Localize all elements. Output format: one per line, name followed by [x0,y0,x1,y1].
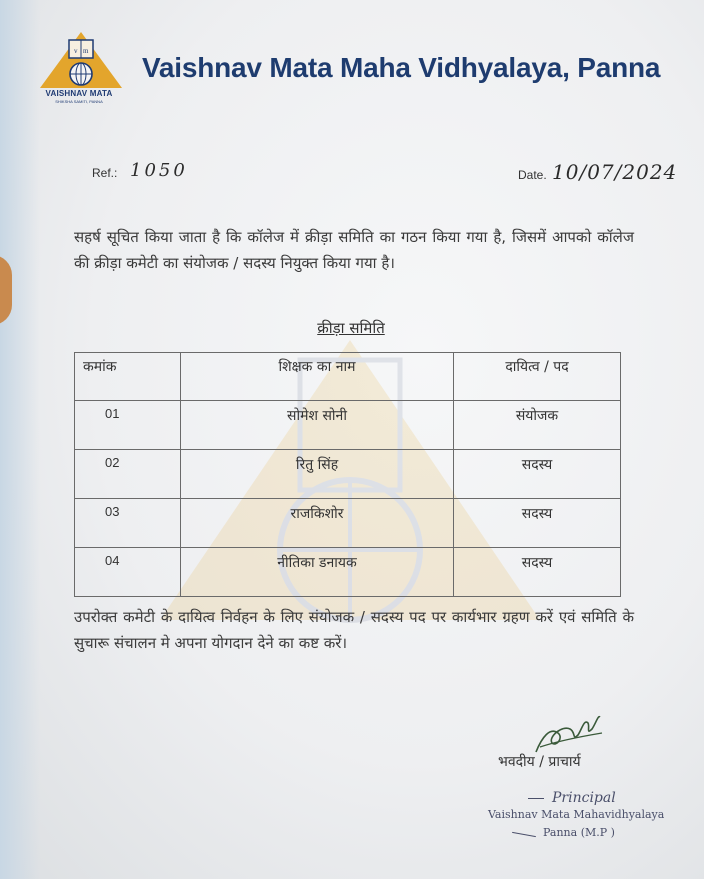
serial-cell: 01 [75,401,181,450]
page-edge-shadow [0,0,40,879]
logo-letters: v [74,47,78,55]
college-name: Vaishnav Mata Maha Vidhyalaya, Panna [142,52,661,83]
committee-title-text: क्रीड़ा समिति [317,319,385,337]
table-row [75,499,621,548]
logo-text: VAISHNAV MATA [45,89,113,98]
svg-text:m: m [83,47,89,55]
committee-table [74,352,621,597]
table-row [75,548,621,597]
committee-title [0,318,704,338]
stamp-place: Panna (M.P ) [543,826,615,839]
college-logo [38,30,124,110]
stamp-principal: Principal [552,790,616,806]
role-cell: संयोजक [454,401,621,450]
stamp-college-name: Vaishnav Mata Mahavidhyalaya [488,808,665,821]
serial-cell: 04 [75,548,181,597]
header-role: दायित्व / पद [454,353,621,401]
closing-salutation: भवदीय / प्राचार्य [498,754,581,770]
table-row [75,450,621,499]
teacher-name-cell: राजकिशोर [181,499,454,548]
serial-cell: 03 [75,499,181,548]
ref-number: 1050 [130,160,188,181]
role-cell: सदस्य [454,548,621,597]
intro-paragraph: सहर्ष सूचित किया जाता है कि कॉलेज में क्रीड़ा समिति का गठन किया गया है, जिसमें आपको कॉलेज की क्रीड़ा कमेटी का संयोजक / सदस्य नियुक्त किया गया है। [74,228,634,272]
ref-label: Ref.: [92,166,118,180]
teacher-name-cell: सोमेश सोनी [181,401,454,450]
table-row [75,401,621,450]
teacher-name-cell: रितु सिंह [181,450,454,499]
table-header-row [75,353,621,401]
role-cell: सदस्य [454,499,621,548]
date-label: Date. [518,168,547,182]
teacher-name-cell: नीतिका डनायक [181,548,454,597]
header-teacher-name: शिक्षक का नाम [181,353,454,401]
header-serial: कमांक [75,353,181,401]
role-cell: सदस्य [454,450,621,499]
date-value: 10/07/2024 [552,160,678,184]
logo-subtext: SHIKSHA SAMITI, PANNA [55,99,103,104]
closing-paragraph: उपरोक्त कमेटी के दायित्व निर्वहन के लिए संयोजक / सदस्य पद पर कार्यभार ग्रहण करें एवं समिति के सुचारू संचालन मे अपना योगदान देने का कष्ट करें। [74,608,634,652]
serial-cell: 02 [75,450,181,499]
stamp-dash [528,798,544,799]
